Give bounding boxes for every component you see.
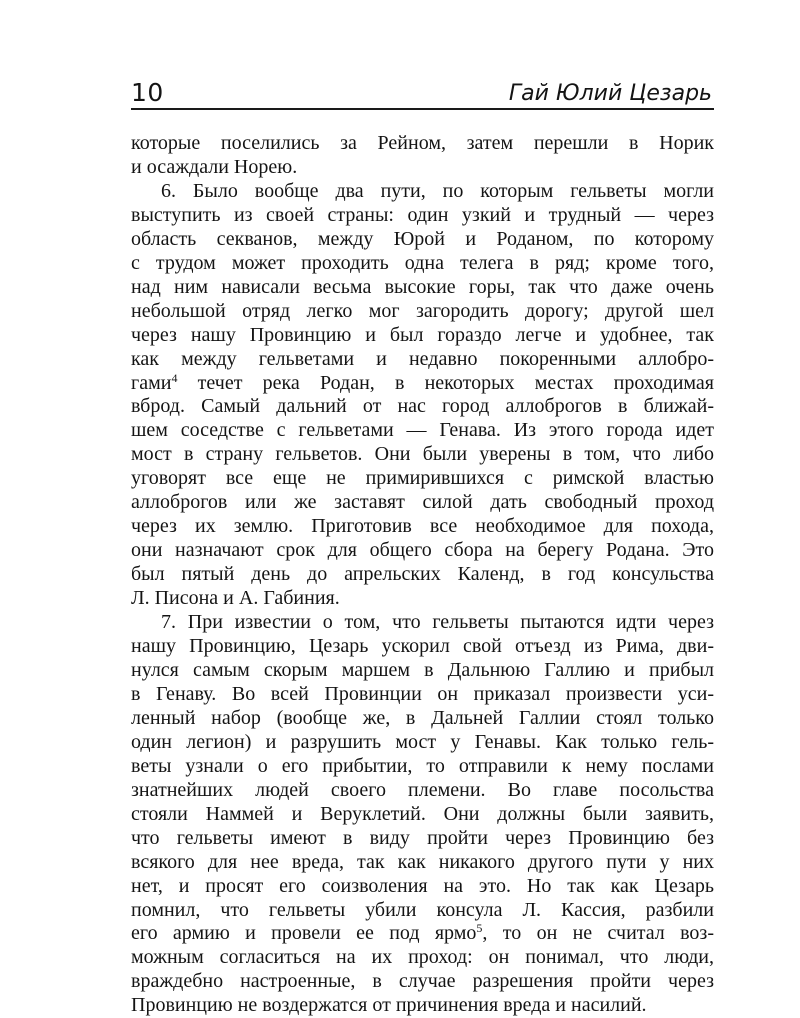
running-head [131, 78, 714, 110]
footnote-line-start: гами [131, 371, 172, 394]
text-line: в Генаву. Во всей Провинции он приказал произвести уси- [131, 682, 714, 705]
text-line: как между гельветами и недавно покоренными аллобро- [131, 347, 714, 370]
text-line: стояли Наммей и Веруклетий. Они должны были заявить, [131, 802, 714, 825]
text-line: что гельветы имеют в виду пройти через Провинцию без [131, 826, 714, 849]
text-line: веты узнали о его прибытии, то отправили к нему послами [131, 754, 714, 777]
text-line: был пятый день до апрельских Календ, в год консульства [131, 563, 714, 586]
paragraph-7 [131, 611, 714, 1018]
paragraph-6 [131, 180, 714, 611]
text-line: с трудом может проходить одна телега в ряд; кроме того, [131, 251, 714, 274]
text-line: через нашу Провинцию и был гораздо легче и удобнее, так [131, 323, 714, 346]
text-line: нулся самым скорым маршем в Дальнюю Галлию и прибыл [131, 658, 714, 681]
text-line-with-footnote [131, 922, 714, 946]
text-line: ленный набор (вообще же, в Дальней Галлии стоял только [131, 706, 714, 729]
text-line: мост в страну гельветов. Они были уверены в том, что либо [131, 443, 714, 466]
text-line: вброд. Самый дальний от нас город аллоброгов в ближай- [131, 395, 714, 418]
text-line: знатнейших людей своего племени. Во главе посольства [131, 778, 714, 801]
page-number: 10 [131, 78, 164, 107]
text-line: область секванов, между Юрой и Роданом, по которому [131, 227, 714, 250]
footnote-mark[interactable]: 5 [476, 921, 483, 936]
text-line: враждебно настроенные, в случае разрешения пройти через [131, 970, 714, 993]
running-title: Гай Юлий Цезарь [508, 81, 712, 106]
text-line: помнил, что гельветы убили консула Л. Кассия, разбили [131, 898, 714, 921]
footnote-line-end: течет река Родан, в некоторых местах проходимая [177, 371, 714, 394]
footnote-line-start: его армию и провели ее под ярмо [131, 922, 477, 945]
text-line: Л. Писона и А. Габиния. [131, 587, 340, 610]
paragraph-1 [131, 132, 714, 180]
text-line: аллоброгов или же заставят силой дать свободный проход [131, 491, 714, 514]
text-line: нет, и просят его соизволения на это. Но так как Цезарь [131, 874, 714, 897]
text-line-with-footnote [131, 372, 714, 396]
text-line: всякого для нее вреда, так как никакого другого пути у них [131, 850, 714, 873]
text-line: выступить из своей страны: один узкий и трудный — через [131, 203, 714, 226]
footnote-line-end: , то он не считал воз- [482, 922, 714, 945]
footnote-mark[interactable]: 4 [171, 370, 178, 385]
text-line: один легион) и разрушить мост у Генавы. Как только гель- [131, 730, 714, 753]
text-line: они назначают срок для общего сбора на берегу Родана. Это [131, 539, 714, 562]
text-line: над ним нависали весьма высокие горы, так что даже очень [131, 275, 714, 298]
book-page [131, 78, 714, 1018]
text-line: которые поселились за Рейном, затем перешли в Норик [131, 132, 714, 154]
text-line: небольшой отряд легко мог загородить дорогу; другой шел [131, 299, 714, 322]
text-line: 7. При известии о том, что гельветы пытаются идти через [161, 611, 714, 634]
text-line: шем соседстве с гельветами — Генава. Из этого города идет [131, 419, 714, 442]
text-line: Провинцию не воздержатся от причинения вреда и насилий. [131, 994, 647, 1017]
text-line: и осаждали Норею. [131, 155, 298, 178]
text-line: нашу Провинцию, Цезарь ускорил свой отъезд из Рима, дви- [131, 635, 714, 658]
text-line: уговорят все еще не примирившихся с римской властью [131, 467, 714, 490]
body-text [131, 132, 714, 1018]
text-line: через их землю. Приготовив все необходимое для похода, [131, 515, 714, 538]
text-line: 6. Было вообще два пути, по которым гельветы могли [161, 179, 714, 202]
text-line: можным согласиться на их проход: он понимал, что люди, [131, 946, 714, 969]
